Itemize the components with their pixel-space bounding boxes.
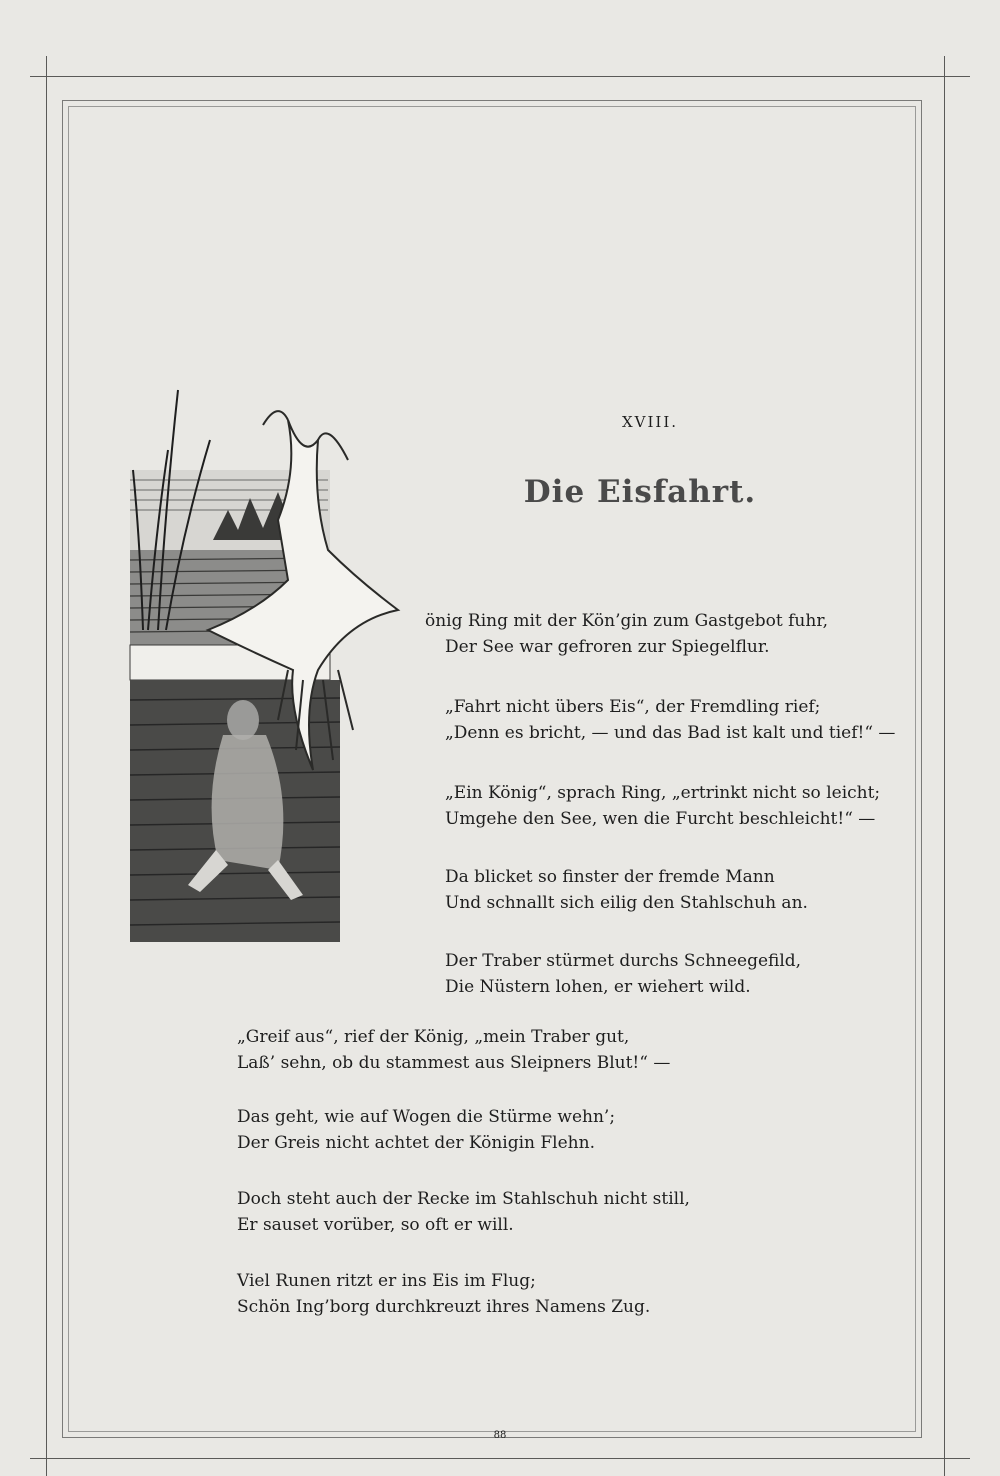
stanza-line: Die Nüstern lohen, er wiehert wild. (445, 977, 751, 997)
outer-rule-bottom (30, 1458, 970, 1459)
stanza-line: „Greif aus“, rief der König, „mein Traber gut, (237, 1027, 630, 1047)
stanza-line: Der Greis nicht achtet der Königin Flehn. (237, 1133, 595, 1153)
stanza-line: önig Ring mit der Kön’gin zum Gastgebot fuhr, (425, 611, 828, 631)
stanza-9 (237, 1268, 650, 1320)
stanza-6 (237, 1024, 670, 1076)
stanza-2 (445, 694, 895, 746)
stanza-line: Doch steht auch der Recke im Stahlschuh nicht still, (237, 1189, 690, 1209)
stanza-line: Viel Runen ritzt er ins Eis im Flug; (237, 1271, 536, 1291)
stanza-line: „Denn es bricht, — und das Bad ist kalt und tief!“ — (445, 723, 896, 743)
stanza-line: Umgehe den See, wen die Furcht beschleicht!“ — (445, 809, 876, 829)
outer-rule-top (30, 76, 970, 77)
winter-lake-engraving-icon (128, 380, 408, 945)
stanza-line: Der Traber stürmet durchs Schneegefild, (445, 951, 802, 971)
stanza-7 (237, 1104, 615, 1156)
stanza-line: Laß’ sehn, ob du stammest aus Sleipners Blut!“ — (237, 1053, 671, 1073)
stanza-line: Der See war gefroren zur Spiegelflur. (445, 637, 770, 657)
stanza-5 (445, 948, 801, 1000)
poem-title: Die Eisfahrt. (523, 474, 757, 510)
stanza-line: „Ein König“, sprach Ring, „ertrinkt nicht so leicht; (445, 783, 881, 803)
stanza-line: Das geht, wie auf Wogen die Stürme wehn’; (237, 1107, 616, 1127)
stanza-8 (237, 1186, 690, 1238)
stanza-line: Und schnallt sich eilig den Stahlschuh an. (445, 893, 808, 913)
outer-rule-left (46, 56, 47, 1476)
stanza-line: Schön Ing’borg durchkreuzt ihres Namens Zug. (237, 1297, 651, 1317)
chapter-number: XVIII. (621, 413, 679, 431)
stanza-3 (445, 780, 880, 832)
stanza-line: Da blicket so finster der fremde Mann (445, 867, 775, 887)
stanza-1 (425, 608, 828, 660)
stanza-line: „Fahrt nicht übers Eis“, der Fremdling rief; (445, 697, 821, 717)
stanza-line: Er sauset vorüber, so oft er will. (237, 1215, 514, 1235)
page-number: 88 (493, 1430, 507, 1441)
outer-rule-right (944, 56, 945, 1476)
stanza-4 (445, 864, 808, 916)
